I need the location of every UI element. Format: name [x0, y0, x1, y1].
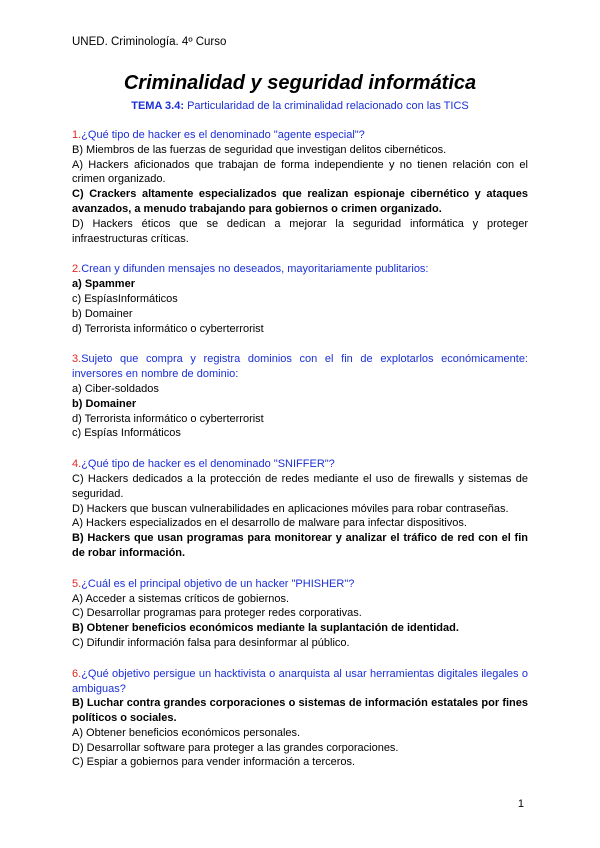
question-number: 3.	[72, 353, 82, 366]
page-number: 1	[517, 798, 524, 810]
question-number: 1.	[72, 129, 82, 141]
question-list	[72, 128, 528, 786]
answer-option: C) Espiar a gobiernos para vender información a terceros.	[72, 756, 356, 769]
question-number: 5.	[72, 577, 82, 590]
answer-option: A) Hackers especializados en el desarrollo de malware para infectar dispositivos.	[72, 517, 467, 530]
answer-option: D) Hackers que buscan vulnerabilidades en aplicaciones móviles para robar contraseñas.	[72, 502, 509, 515]
answer-option-correct: B) Obtener beneficios económicos mediante la suplantación de identidad.	[72, 622, 459, 635]
answer-option: B) Miembros de las fuerzas de seguridad que investigan delitos cibernéticos.	[72, 143, 447, 156]
question-text	[72, 577, 528, 592]
question-text	[72, 352, 528, 382]
question-block	[72, 262, 528, 336]
page-header: UNED. Criminología. 4º Curso	[72, 36, 227, 48]
question-number: 4.	[72, 458, 82, 471]
question-block	[72, 577, 528, 651]
document-title: Criminalidad y seguridad informática	[123, 72, 477, 94]
document-subtitle	[0, 100, 600, 112]
question-block	[72, 352, 528, 441]
answer-option: c) Espías Informáticos	[72, 427, 181, 440]
answer-option-correct: a) Spammer	[72, 278, 135, 291]
answer-option-correct: B) Hackers que usan programas para monitorear y analizar el tráfico de red con el fin de robar información.	[72, 532, 528, 559]
answer-option: d) Terrorista informático o cyberterrorist	[72, 412, 264, 425]
topic-label: TEMA 3.4:	[131, 100, 185, 112]
answer-option: C) Hackers dedicados a la protección de redes mediante el uso de firewalls y sistemas de seguridad.	[72, 472, 528, 500]
answer-option: d) Terrorista informático o cyberterrorist	[72, 322, 264, 335]
answer-option: D) Desarrollar software para proteger a las grandes corporaciones.	[72, 741, 399, 754]
answer-option: A) Obtener beneficios económicos personales.	[72, 726, 301, 739]
answer-option: b) Domainer	[72, 307, 133, 320]
question-number: 2.	[72, 263, 82, 276]
answer-option: C) Desarrollar programas para proteger redes corporativas.	[72, 607, 362, 620]
answer-option-correct: b) Domainer	[72, 397, 137, 410]
answer-option: c) EspíasInformáticos	[72, 292, 178, 305]
question-text	[72, 262, 528, 277]
answer-option: C) Difundir información falsa para desinformar al público.	[72, 636, 350, 649]
question-prompt: ¿Qué objetivo persigue un hacktivista o anarquista al usar herramientas digitales ilegales o ambiguas?	[72, 667, 528, 695]
answer-option: a) Ciber-soldados	[72, 382, 159, 395]
answer-option: A) Acceder a sistemas críticos de gobiernos.	[72, 592, 290, 605]
question-block	[72, 128, 528, 246]
question-block	[72, 667, 528, 771]
question-prompt: Sujeto que compra y registra dominios con el fin de explotarlos económicamente: inversores en nombre de dominio:	[72, 353, 528, 381]
answer-option: A) Hackers aficionados que trabajan de forma independiente y no tienen relación con el crimen organizado.	[72, 158, 528, 186]
question-prompt: ¿Cuál es el principal objetivo de un hacker "PHISHER"?	[81, 577, 355, 590]
question-prompt: Crean y difunden mensajes no deseados, mayoritariamente publitarios:	[81, 263, 429, 276]
question-text	[72, 457, 528, 472]
question-prompt: ¿Qué tipo de hacker es el denominado "agente especial"?	[81, 129, 365, 141]
question-prompt: ¿Qué tipo de hacker es el denominado "SNIFFER"?	[81, 458, 335, 471]
question-number: 6.	[72, 667, 82, 680]
topic-description: Particularidad de la criminalidad relacionado con las TICS	[184, 100, 469, 112]
question-text	[72, 667, 528, 697]
answer-option-correct: B) Luchar contra grandes corporaciones o sistemas de información estatales por fines políticos o sociales.	[72, 697, 528, 725]
answer-option-correct: C) Crackers altamente especializados que realizan espionaje cibernético y ataques avanzados, a menudo trabajando para gobiernos o crimen organizado.	[72, 188, 528, 215]
answer-option: D) Hackers éticos que se dedican a mejorar la seguridad informática y proteger infraestructuras críticas.	[72, 217, 528, 245]
question-block	[72, 457, 528, 561]
question-text	[72, 128, 528, 143]
